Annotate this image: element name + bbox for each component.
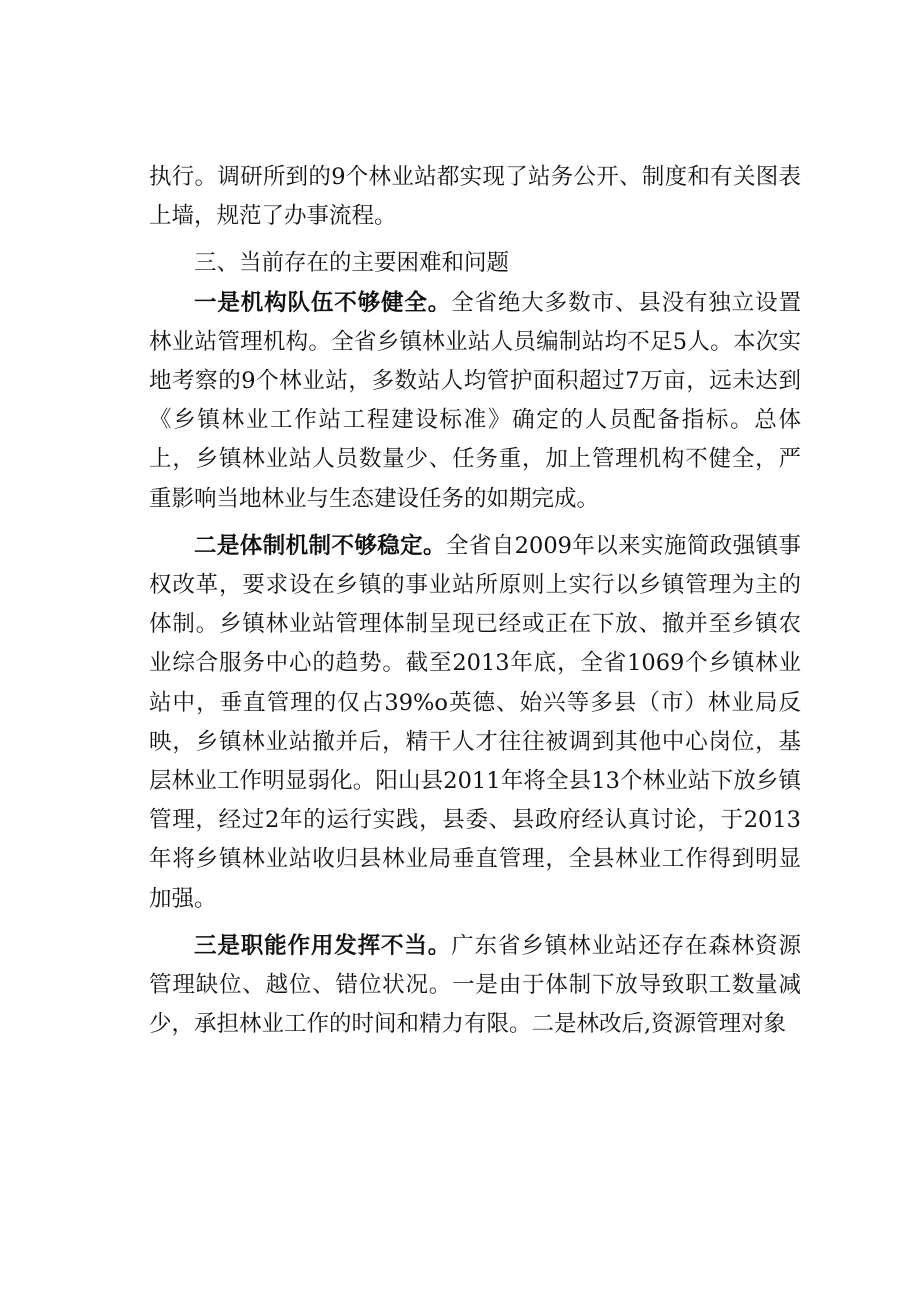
section-heading: 三、当前存在的主要困难和问题	[194, 250, 510, 277]
paragraph-body-institutions: 全省绝大多数市、县没有独立设置林业站管理机构。全省乡镇林业站人员编制站均不足5人。本次实地考察的9个林业站，多数站人均管护面积超过7万亩，远未达到《乡镇林业工作站工程建设标准》确定的人员配备指标。总体上，乡镇林业站人员数量少、任务重，加上管理机构不健全，严重影响当地林业与生态建设任务的如期完成。	[149, 289, 801, 512]
paragraph-lead-system: 二是体制机制不够稳定。	[194, 532, 446, 559]
paragraph-continuation: 执行。调研所到的9个林业站都实现了站务公开、制度和有关图表上墙，规范了办事流程。	[149, 164, 801, 230]
paragraph-lead-institutions: 一是机构队伍不够健全。	[194, 289, 452, 316]
paragraph-functions	[149, 927, 801, 1045]
paragraph-lead-functions: 三是职能作用发挥不当。	[194, 932, 452, 959]
paragraph-body-functions: 广东省乡镇林业站还存在森林资源管理缺位、越位、错位状况。一是由于体制下放导致职工数量减少，承担林业工作的时间和精力有限。二是林改后,资源管理对象	[149, 932, 801, 1038]
paragraph-body-system: 全省自2009年以来实施简政强镇事权改革，要求设在乡镇的事业站所原则上实行以乡镇管理为主的体制。乡镇林业站管理体制呈现已经或正在下放、撤并至乡镇农业综合服务中心的趋势。截至2013年底，全省1069个乡镇林业站中，垂直管理的仅占39%o英德、始兴等多县（市）林业局反映，乡镇林业站撤并后，精干人才往往被调到其他中心岗位，基层林业工作明显弱化。阳山县2011年将全县13个林业站下放乡镇管理，经过2年的运行实践，县委、县政府经认真讨论，于2013年将乡镇林业站收归县林业局垂直管理，全县林业工作得到明显加强。	[149, 532, 801, 912]
paragraph-institutions	[149, 284, 801, 519]
paragraph-system	[149, 527, 801, 919]
document-page	[149, 158, 801, 1044]
